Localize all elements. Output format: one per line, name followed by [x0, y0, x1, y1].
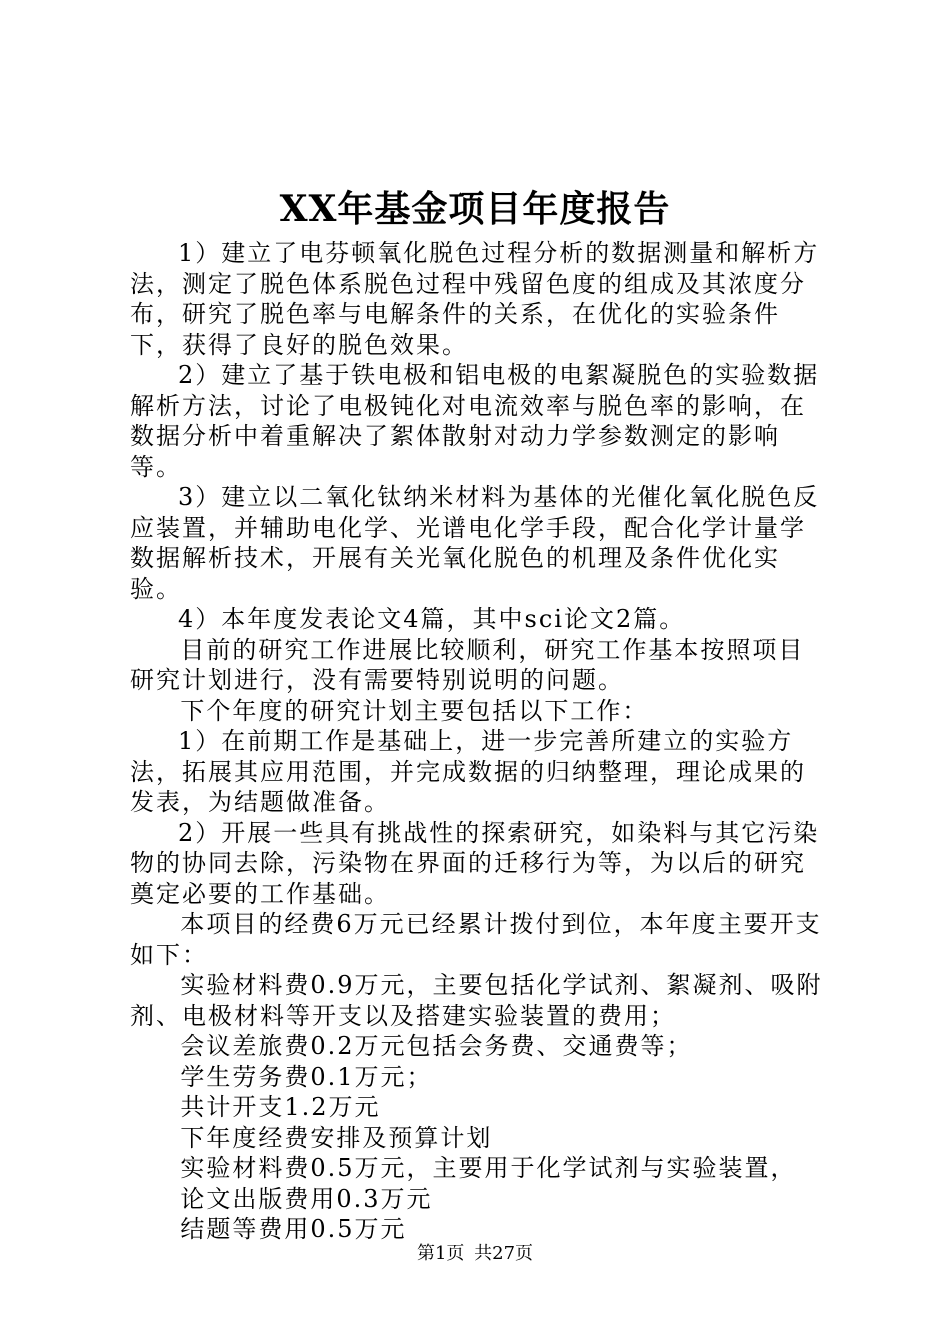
paragraph-result-3: 3）建立以二氧化钛纳米材料为基体的光催化氧化脱色反应装置，并辅助电化学、光谱电化学手段，配合化学计量学数据解析技术，开展有关光氧化脱色的机理及条件优化实验。 — [130, 483, 820, 603]
paragraph-plan-2: 2）开展一些具有挑战性的探索研究，如染料与其它污染物的协同去除，污染物在界面的迁移行为等，为以后的研究奠定必要的工作基础。 — [130, 818, 820, 908]
paragraph-budget-materials: 实验材料费0.5万元，主要用于化学试剂与实验装置， — [180, 1154, 797, 1182]
page-total: 共27页 — [474, 1243, 534, 1264]
paragraph-travel-expense: 会议差旅费0.2万元包括会务费、交通费等； — [180, 1032, 693, 1060]
paragraph-labor-expense: 学生劳务费0.1万元； — [180, 1062, 433, 1091]
paragraph-next-plan-intro: 下个年度的研究计划主要包括以下工作： — [180, 696, 649, 725]
paragraph-budget-heading: 下年度经费安排及预算计划 — [180, 1123, 493, 1152]
page-number: 第1页 — [416, 1243, 465, 1264]
paragraph-funding: 本项目的经费6万元已经累计拨付到位，本年度主要开支如下： — [130, 910, 822, 969]
paragraph-progress: 目前的研究工作进展比较顺利，研究工作基本按照项目研究计划进行，没有需要特别说明的问题。 — [130, 635, 805, 694]
paragraph-total-expense: 共计开支1.2万元 — [180, 1093, 381, 1121]
paragraph-materials-expense: 实验材料费0.9万元，主要包括化学试剂、絮凝剂、吸附剂、电极材料等开支以及搭建实验装置的费用； — [130, 971, 823, 1030]
paragraph-budget-closing: 结题等费用0.5万元 — [180, 1215, 407, 1243]
page-footer — [0, 1242, 950, 1266]
paragraph-result-4: 4）本年度发表论文4篇，其中sci论文2篇。 — [178, 605, 686, 633]
document-title: XX年基金项目年度报告 — [279, 188, 671, 230]
paragraph-budget-publication: 论文出版费用0.3万元 — [180, 1184, 433, 1213]
document-body — [130, 238, 830, 1245]
paragraph-result-2: 2）建立了基于铁电极和铝电极的电絮凝脱色的实验数据解析方法，讨论了电极钝化对电流效率与脱色率的影响，在数据分析中着重解决了絮体散射对动力学参数测定的影响等。 — [130, 361, 820, 481]
paragraph-result-1: 1）建立了电芬顿氧化脱色过程分析的数据测量和解析方法，测定了脱色体系脱色过程中残留色度的组成及其浓度分布，研究了脱色率与电解条件的关系，在优化的实验条件下，获得了良好的脱色效果。 — [130, 239, 820, 359]
paragraph-plan-1: 1）在前期工作是基础上，进一步完善所建立的实验方法，拓展其应用范围，并完成数据的归纳整理，理论成果的发表，为结题做准备。 — [130, 727, 806, 816]
